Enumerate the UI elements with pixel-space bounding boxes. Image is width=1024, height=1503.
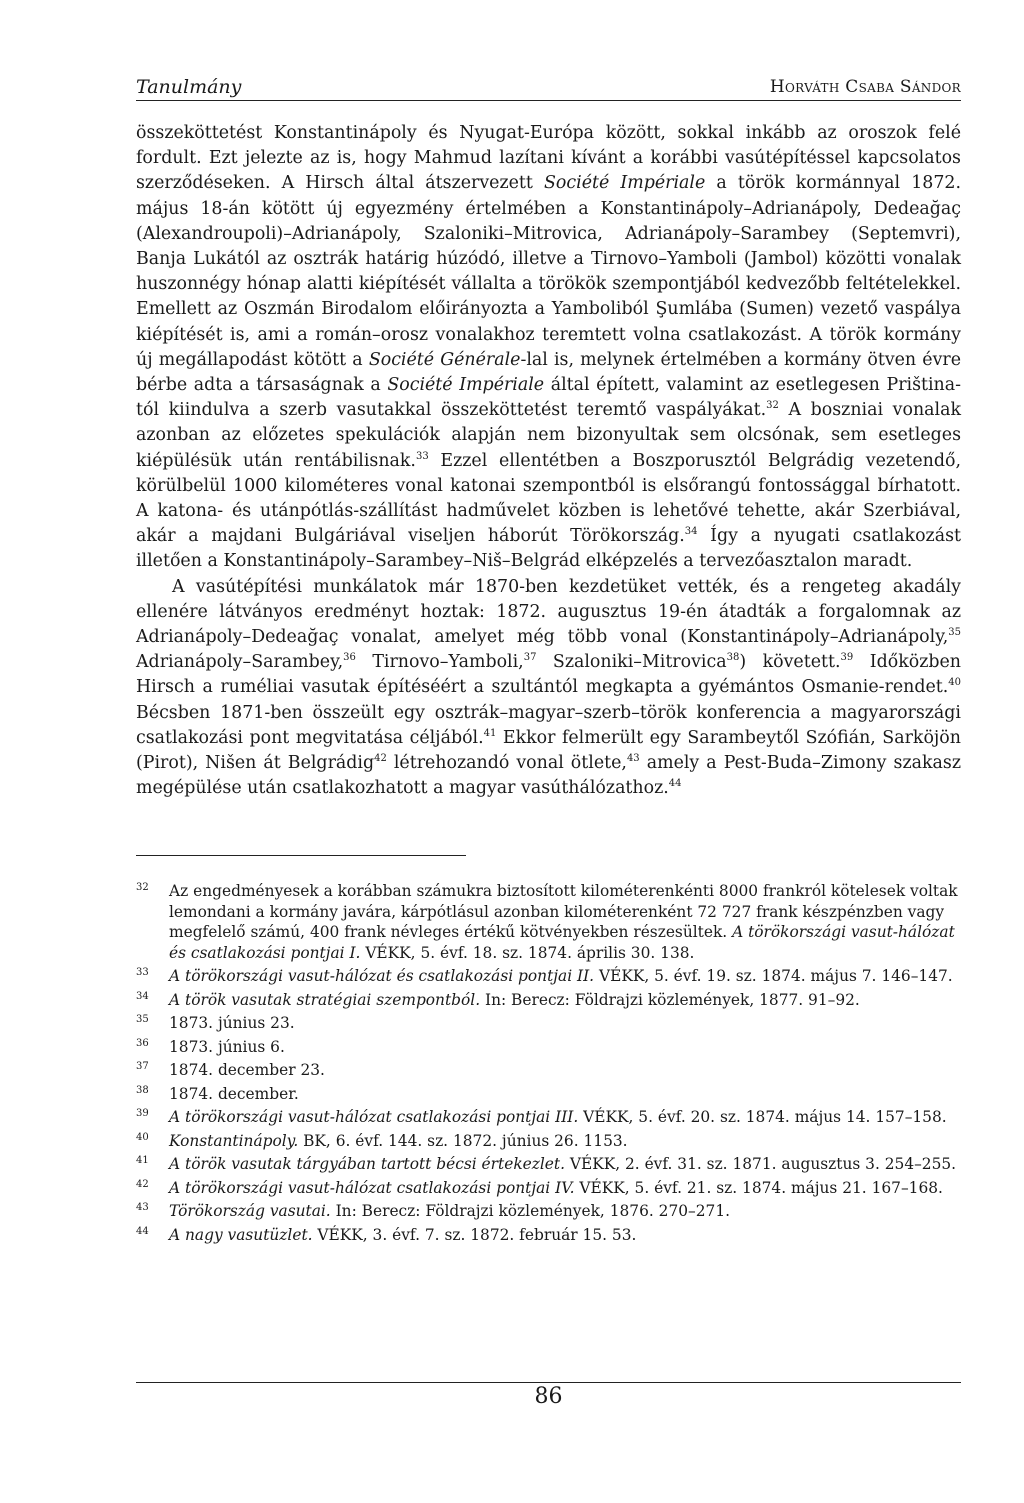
footnotes (136, 881, 961, 1248)
footnote-ref[interactable]: 40 (948, 677, 961, 689)
footnote-ref[interactable]: 41 (483, 728, 497, 740)
footnote (136, 1178, 961, 1199)
footnote (136, 1131, 961, 1152)
footnote (136, 1107, 961, 1128)
footnote-text: VÉKK, 5. évf. 21. sz. 1874. május 21. 167–168. (574, 1178, 943, 1197)
footnote-text: BK, 6. évf. 144. sz. 1872. június 26. 1153. (298, 1131, 628, 1150)
footnote-text: 1873. június 6. (169, 1037, 285, 1056)
footnote-text: A törökországi vasut-hálózat és csatlakozási pontjai II. (169, 967, 595, 985)
footnote-number: 41 (136, 1155, 149, 1166)
section-label: Tanulmány (136, 76, 242, 98)
footnote (136, 1013, 961, 1034)
footnote-text: VÉKK, 5. évf. 19. sz. 1874. május 7. 146–147. (594, 967, 953, 985)
footnote-text: 1874. december 23. (169, 1061, 325, 1079)
footnote-text: 1874. december. (169, 1084, 299, 1103)
footnote-ref[interactable]: 36 (343, 652, 356, 664)
footnote-number: 38 (136, 1084, 149, 1096)
footnote (136, 966, 961, 987)
footnote (136, 1154, 961, 1175)
footnote-ref[interactable]: 33 (415, 450, 429, 462)
bottom-rule (136, 1382, 961, 1383)
main-text (136, 121, 961, 801)
footnote-number: 40 (136, 1131, 149, 1143)
footnote-number: 43 (136, 1202, 149, 1213)
footnote-ref[interactable]: 34 (684, 526, 698, 538)
footnote (136, 990, 961, 1011)
author-name: Horváth Csaba Sándor (769, 77, 961, 97)
footnote-text: A török vasutak stratégiai szempontból. (169, 990, 481, 1009)
footnote-ref[interactable]: 39 (840, 652, 854, 664)
footnote-text: Konstantinápoly. (169, 1131, 299, 1150)
footnote-number: 42 (136, 1178, 149, 1190)
footnote-ref[interactable]: 44 (668, 778, 682, 790)
footnote (136, 1037, 961, 1058)
footnote-text: VÉKK, 5. évf. 18. sz. 1874. április 30. 138. (360, 943, 695, 962)
footnote-number: 37 (136, 1061, 149, 1072)
footnote-ref[interactable]: 32 (766, 400, 779, 412)
footnote-text: Az engedményesek a korábban számukra biztosított kilométerenkénti 8000 frankról kötelesek voltak lemondani a kormány javára, kárpótlásul azonban kilométerenként 72 727 frank készpénzben vagy megfelelő számú, 400 frank névleges értékű kötvényekben részesültek. (169, 882, 958, 941)
footnote-number: 36 (136, 1037, 149, 1049)
footnote-number: 34 (136, 990, 149, 1002)
footnote-text: VÉKK, 3. évf. 7. sz. 1872. február 15. 53. (312, 1225, 637, 1244)
paragraph-1: összeköttetést Konstantinápoly és Nyugat-Európa között, sokkal inkább az oroszok felé fordult. Ezt jelezte az is, hogy Mahmud lazítani kívánt a korábbi vasútépítéssel kapcsolatos szerződéseken. A Hirsch által átszervezett Société Impériale a török kormánnyal 1872. május 18-án kötött új egyezmény értelmében a Konstantinápoly–Adrianápoly, Dedeağaç (Alexandroupoli)–Adrianápoly, Szaloniki–Mitrovica, Adrianápoly–Sarambey (Septemvri), Banja Lukától az osztrák határig húzódó, illetve a Tirnovo–Yamboli (Jambol) közötti vonalak huszonnégy hónap alatti kiépítését vállalta a törökök szempontjából kedvezőbb feltételekkel. Emellett az Oszmán Birodalom előirányozta a Yamboliból Şumlába (Sumen) vezető vaspálya kiépítését is, ami a román–orosz vonalakhoz teremtett volna csatlakozást. A török kormány új megállapodást kötött a Société Générale-lal is, melynek értelmében a kormány ötven évre bérbe adta a társaságnak a Société Impériale által épített, valamint az esetlegesen Prištinatól kiindulva a szerb vasutakkal összeköttetést teremtő vaspályákat.$^{32}$ A boszniai vonalak azonban az előzetes spekulációk alapján nem bizonyultak sem olcsónak, sem esetleges kiépülésük után rentábilisnak.$^{33}$ Ezzel ellentétben a Boszporusztól Belgrádig vezetendő, körülbelül 1000 kilométeres vonal katonai szempontból is elsőrangú fontossággal bírhatott. A katona- és utánpótlás-szállítást hadművelet közben is lehetővé tehette, akár Szerbiával, akár a majdani Bulgáriával viseljen háborút Törökország.$^{34}$ Így a nyugati csatlakozást illetően a Konstantinápoly–Sarambey–Niš–Belgrád elképzelés a tervezőasztalon maradt. (136, 123, 962, 572)
footnote-number: 44 (136, 1225, 149, 1237)
footnote-ref[interactable]: 38 (726, 652, 740, 664)
footnote-ref[interactable]: 43 (626, 753, 640, 765)
footnote-number: 35 (136, 1014, 149, 1025)
footnote-text: Törökország vasutai. (169, 1202, 331, 1220)
footnote (136, 881, 961, 963)
running-header (136, 76, 961, 101)
footnote-number: 32 (136, 882, 149, 893)
footnote-text: 1873. június 23. (169, 1014, 295, 1032)
footnote (136, 1060, 961, 1081)
footnote-number: 33 (136, 967, 149, 978)
footnote-ref[interactable]: 42 (374, 753, 387, 765)
footnote-ref[interactable]: 35 (948, 627, 961, 639)
page-number: 86 (534, 1384, 563, 1409)
footnote-text: A törökországi vasut-hálózat csatlakozási pontjai IV. (169, 1178, 575, 1197)
footnote-text: A török vasutak tárgyában tartott bécsi értekezlet. (169, 1155, 565, 1173)
footnote-text: In: Berecz: Földrajzi közlemények, 1876. 270–271. (330, 1202, 731, 1220)
footnote-text: VÉKK, 5. évf. 20. sz. 1874. május 14. 157–158. (578, 1108, 947, 1126)
footnote-separator (136, 855, 466, 856)
footnote-ref[interactable]: 37 (523, 652, 537, 664)
footnote-number: 39 (136, 1108, 149, 1119)
footnote-text: VÉKK, 2. évf. 31. sz. 1871. augusztus 3. 254–255. (564, 1155, 957, 1173)
footnote (136, 1201, 961, 1222)
footnote-text: A nagy vasutüzlet. (169, 1225, 313, 1244)
footnote (136, 1225, 961, 1246)
footnote-text: A törökországi vasut-hálózat csatlakozási pontjai III. (169, 1108, 579, 1126)
paragraph-2: A vasútépítési munkálatok már 1870-ben kezdetüket vették, és a rengeteg akadály ellenére látványos eredményt hoztak: 1872. augusztus 19-én átadták a forgalomnak az Adrianápoly–Dedeağaç vonalat, amelyet még több vonal (Konstantinápoly–Adrianápoly,$^{35}$ Adrianápoly–Sarambey,$^{36}$ Tirnovo–Yamboli,$^{37}$ Szaloniki–Mitrovica$^{38}$) követett.$^{39}$ Időközben Hirsch a ruméliai vasutak építéséért a szultántól megkapta a gyémántos Osmanie-rendet.$^{40}$ Bécsben 1871-ben összeült egy osztrák–magyar–szerb–török konferencia a magyarországi csatlakozási pont megvitatása céljából.$^{41}$ Ekkor felmerült egy Sarambeytől Szófián, Sarköjön (Pirot), Nišen át Belgrádig$^{42}$ létrehozandó vonal ötlete,$^{43}$ amely a Pest-Buda–Zimony szakasz megépülése után csatlakozhatott a magyar vasúthálózathoz.$^{44}$ (136, 576, 961, 799)
footnote-text: A törökországi vasut-hálózat és csatlakozási pontjai I. (169, 923, 955, 962)
footnote-text: In: Berecz: Földrajzi közlemények, 1877. 91–92. (480, 990, 860, 1009)
footnote (136, 1084, 961, 1105)
